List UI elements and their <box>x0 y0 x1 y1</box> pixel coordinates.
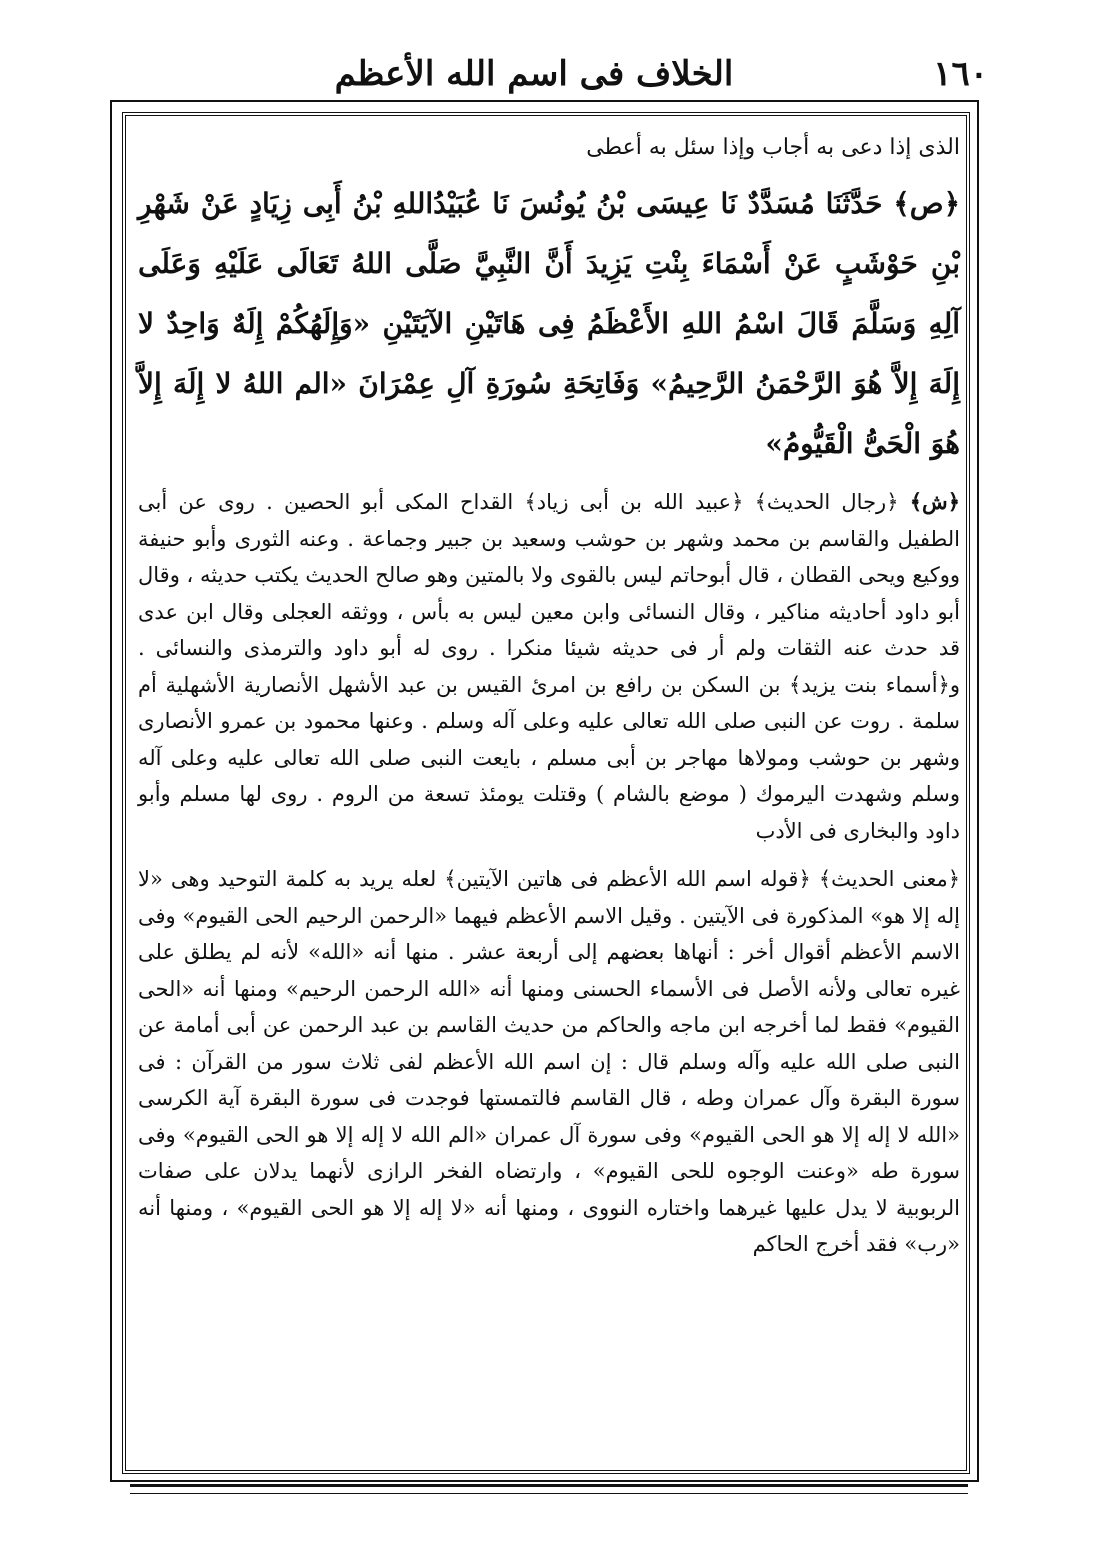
matn-marker: ﴿ص﴾ <box>893 187 960 220</box>
commentary-meaning: ﴿معنى الحديث﴾ ﴿قوله اسم الله الأعظم فى هاتين الآيتين﴾ لعله يريد به كلمة التوحيد وهى «لا إله إلا هو» المذكورة فى الآيتين . وقيل الاسم الأعظم فيهما «الرحمن الرحيم الحى القيوم» وفى الاسم الأعظم أقوال أخر : أنهاها بعضهم إلى أربعة عشر . منها أنه «الله» لأنه لم يطلق على غيره تعالى ولأنه الأصل فى الأسماء الحسنى ومنها أنه «الله الرحمن الرحيم» ومنها أنه «الحى القيوم» فقط لما أخرجه ابن ماجه والحاكم من حديث القاسم بن عبد الرحمن عن أبى أمامة عن النبى صلى الله عليه وآله وسلم قال : إن اسم الله الأعظم لفى ثلاث سور من القرآن : فى سورة البقرة وآل عمران وطه ، قال القاسم فالتمستها فوجدت فى سورة البقرة آية الكرسى «الله لا إله إلا هو الحى القيوم» وفى سورة آل عمران «الم الله لا إله إلا هو الحى القيوم» وفى سورة طه «وعنت الوجوه للحى القيوم» ، وارتضاه الفخر الرازى لأنهما يدلان على صفات الربوبية لا يدل عليها غيرهما واختاره النووى ، ومنها أنه «لا إله إلا هو الحى القيوم» ، ومنها أنه «رب» فقد أخرج الحاكم <box>138 867 960 1256</box>
page-body <box>138 128 960 1468</box>
page-number: ١٦٠ <box>933 54 988 94</box>
intro-line: الذى إذا دعى به أجاب وإذا سئل به أعطى <box>586 135 960 160</box>
matn-body: حَدَّثَنَا مُسَدَّدٌ نَا عِيسَى بْنُ يُونُسَ نَا عُبَيْدُاللهِ بْنُ أَبِى زِيَادٍ عَنْ شَهْرِ بْنِ حَوْشَبٍ عَنْ أَسْمَاءَ بِنْتِ يَزِيدَ أَنَّ النَّبِيَّ صَلَّى اللهُ تَعَالَى عَلَيْهِ وَعَلَى آلِهِ وَسَلَّمَ قَالَ اسْمُ اللهِ الأَعْظَمُ فِى هَاتَيْنِ الآيَتَيْنِ «وَإِلَهُكُمْ إِلَهٌ وَاحِدٌ لا إِلَهَ إِلاَّ هُوَ الرَّحْمَنُ الرَّحِيمُ» وَفَاتِحَةِ سُورَةِ آلِ عِمْرَانَ «الم اللهُ لا إِلَهَ إِلاَّ هُوَ الْحَىُّ الْقَيُّومُ» <box>138 187 960 460</box>
sharh-marker: ﴿ش﴾ <box>909 489 960 514</box>
page-title: الخلاف فى اسم الله الأعظم <box>334 54 734 94</box>
sharh-body: ﴿رجال الحديث﴾ ﴿عبيد الله بن أبى زياد﴾ القداح المكى أبو الحصين . روى عن أبى الطفيل والقاسم بن محمد وشهر بن حوشب وسعيد بن جبير وجماعة . وعنه الثورى وأبو حنيفة ووكيع ويحى القطان ، قال أبوحاتم ليس بالقوى ولا بالمتين وهو صالح الحديث يكتب حديثه ، وقال أبو داود أحاديثه مناكير ، وقال النسائى وابن معين ليس به بأس ، ووثقه العجلى وقال ابن عدى قد حدث عنه الثقات ولم أر فى حديثه شيئا منكرا . روى له أبو داود والترمذى والنسائى . و﴿أسماء بنت يزيد﴾ بن السكن بن رافع بن امرئ القيس بن عبد الأشهل الأنصارية الأشهلية أم سلمة . روت عن النبى صلى الله تعالى عليه وعلى آله وسلم . وعنها محمود بن عمرو الأنصارى وشهر بن حوشب ومولاها مهاجر بن أبى مسلم ، بايعت النبى صلى الله تعالى عليه وعلى آله وسلم وشهدت اليرموك ( موضع بالشام ) وقتلت يومئذ تسعة من الروم . روى لها مسلم وأبو داود والبخارى فى الأدب <box>138 490 960 843</box>
hadith-text <box>138 174 960 474</box>
footer-rule <box>130 1484 968 1494</box>
commentary-narrators <box>138 484 960 849</box>
